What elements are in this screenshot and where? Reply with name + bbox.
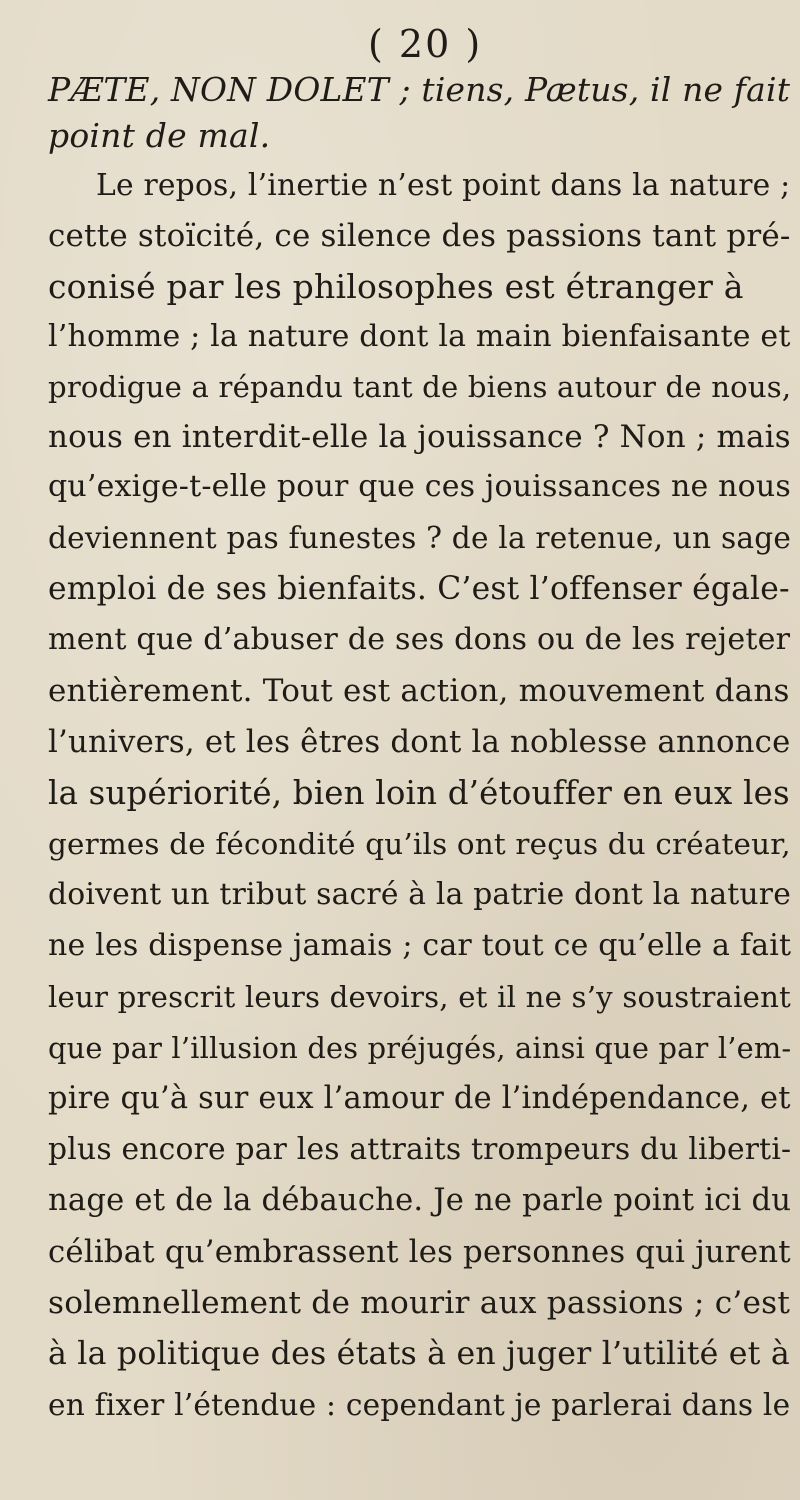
text-line-23: nage et de la débauche. Je ne parle point ici du: [48, 1183, 792, 1218]
text-line-22: plus encore par les attraits trompeurs du liberti-: [48, 1132, 792, 1167]
text-line-27: en fixer l’étendue : cependant je parlerai dans le: [48, 1387, 791, 1422]
text-line-18: ne les dispense jamais ; car tout ce qu’elle a fait: [48, 928, 792, 963]
text-line-15: la supériorité, bien loin d’étouffer en eux les: [48, 774, 790, 812]
text-line-14: l’univers, et les êtres dont la noblesse annonce: [48, 724, 791, 760]
text-line-11: emploi de ses bienfaits. C’est l’offenser égale-: [48, 571, 790, 607]
text-line-26: à la politique des états à en juger l’utilité et à: [48, 1336, 790, 1372]
text-line-10: deviennent pas funestes ? de la retenue, un sage: [48, 521, 792, 555]
text-line-8: nous en interdit-elle la jouissance ? Non ; mais: [48, 419, 791, 455]
page-number: ( 20 ): [368, 22, 483, 66]
text-line-4: cette stoïcité, ce silence des passions tant pré-: [48, 218, 791, 254]
text-line-2: point de mal.: [48, 116, 271, 155]
text-line-24: célibat qu’embrassent les personnes qui jurent: [48, 1234, 791, 1270]
text-line-20: que par l’illusion des préjugés, ainsi que par l’em-: [48, 1031, 792, 1065]
text-line-6: l’homme ; la nature dont la main bienfaisante et: [48, 319, 791, 354]
text-line-25: solemnellement de mourir aux passions ; c’est: [48, 1285, 791, 1321]
text-line-16: germes de fécondité qu’ils ont reçus du créateur,: [48, 827, 791, 861]
text-line-9: qu’exige-t-elle pour que ces jouissances ne nous: [48, 469, 791, 504]
text-line-7: prodigue a répandu tant de biens autour de nous,: [48, 370, 792, 404]
text-line-17: doivent un tribut sacré à la patrie dont la nature: [48, 877, 792, 912]
text-line-3: Le repos, l’inertie n’est point dans la nature ;: [96, 168, 791, 203]
text-line-13: entièrement. Tout est action, mouvement dans: [48, 673, 790, 709]
text-line-12: ment que d’abuser de ses dons ou de les rejeter: [48, 622, 791, 657]
text-line-21: pire qu’à sur eux l’amour de l’indépendance, et: [48, 1081, 791, 1116]
text-line-19: leur prescrit leurs devoirs, et il ne s’y soustraient: [48, 980, 791, 1014]
text-line-1: PÆTE, NON DOLET ; tiens, Pætus, il ne fait: [48, 70, 791, 109]
text-line-5: conisé par les philosophes est étranger à: [48, 267, 744, 306]
